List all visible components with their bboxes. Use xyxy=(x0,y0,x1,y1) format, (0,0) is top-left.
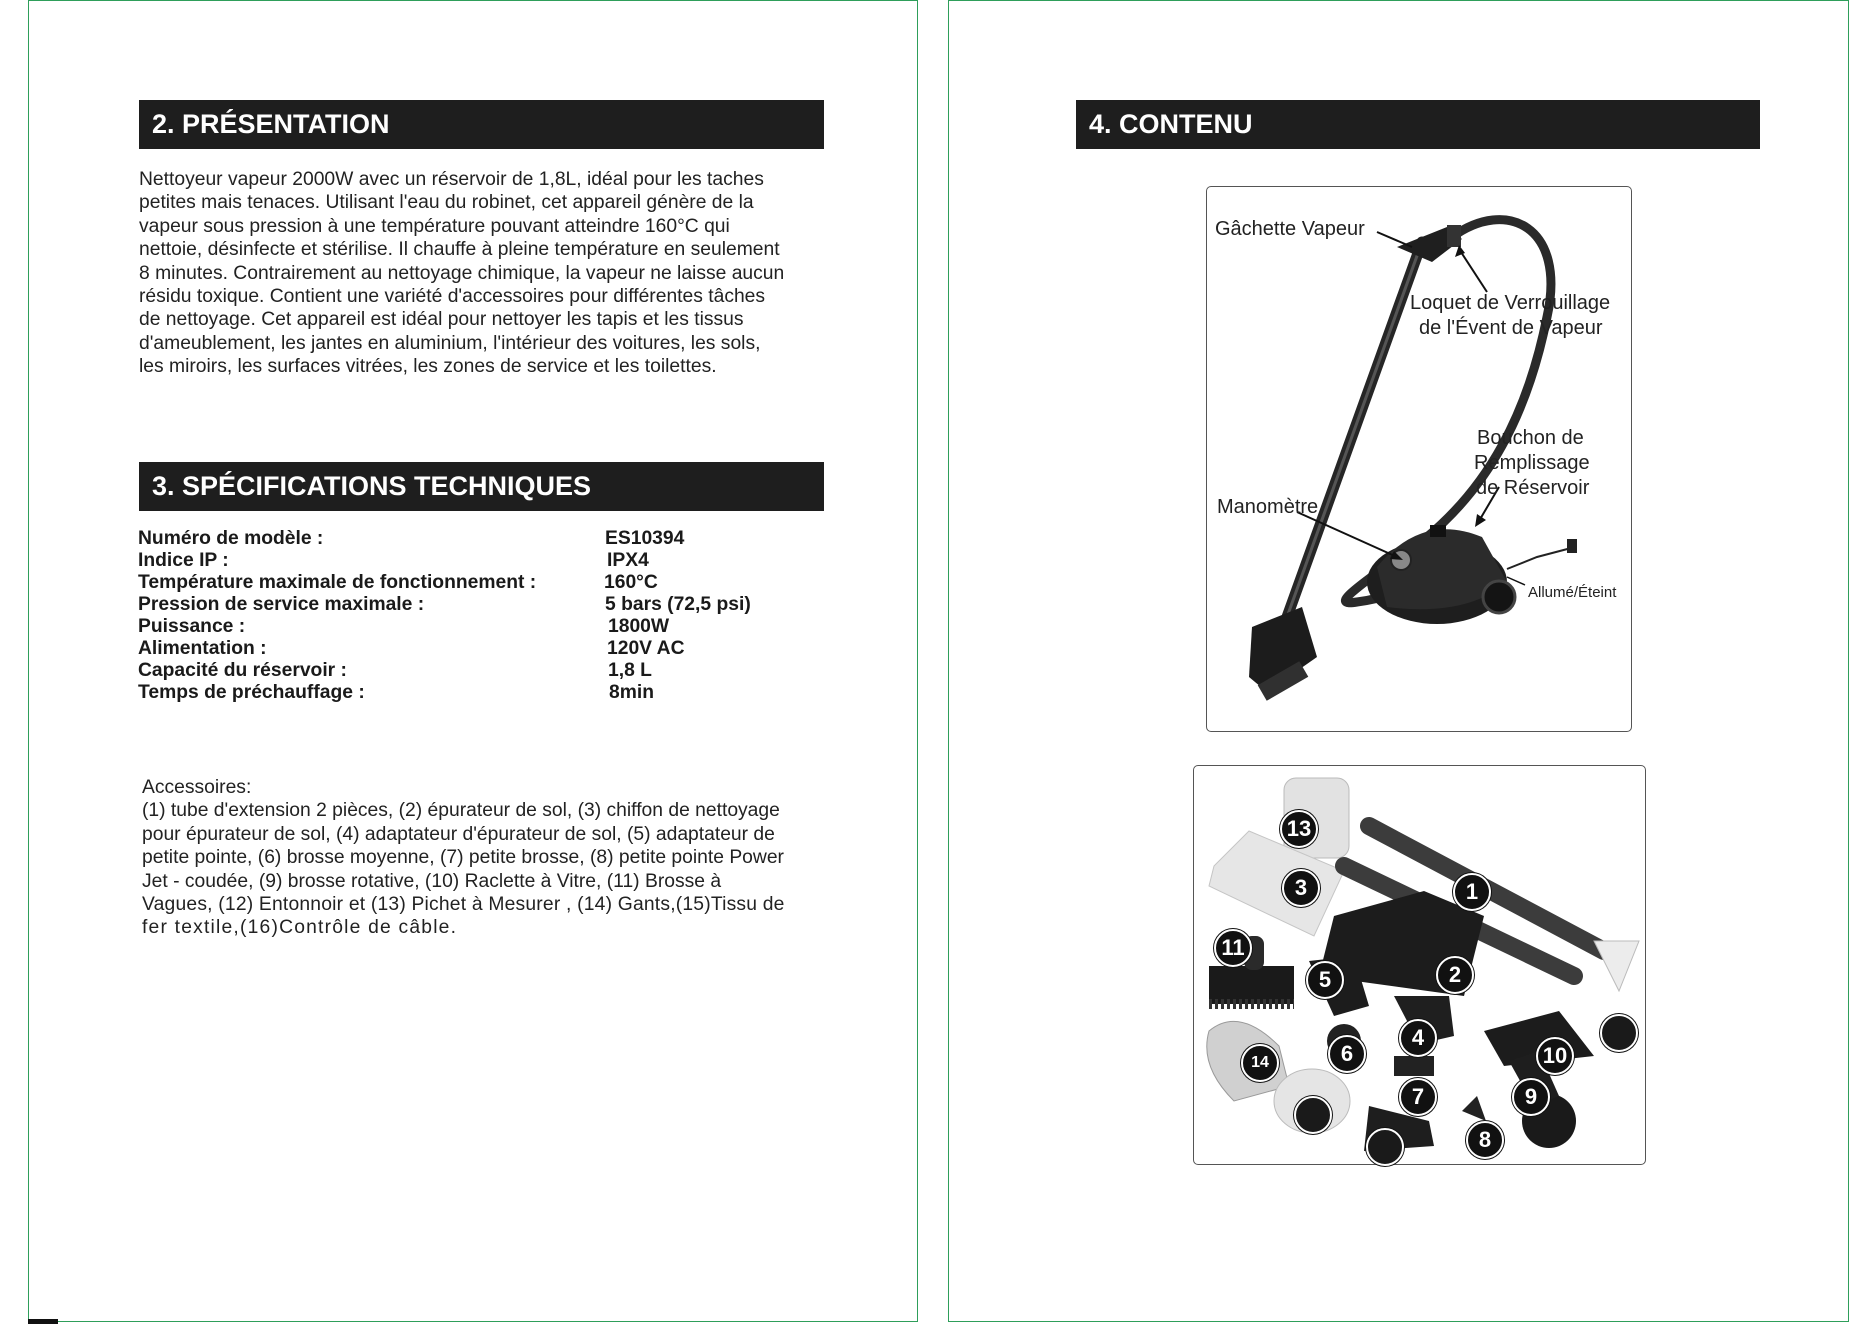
spec-value: ES10394 xyxy=(605,528,685,549)
steam-cleaner-figure xyxy=(1206,186,1632,732)
spec-row xyxy=(138,594,838,616)
spec-label: Capacité du réservoir : xyxy=(138,660,347,681)
spec-label: Pression de service maximale : xyxy=(138,594,425,615)
accessories-line: Vagues, (12) Entonnoir et (13) Pichet à Mesurer , (14) Gants,(15)Tissu de xyxy=(142,894,785,916)
presentation-text xyxy=(139,168,839,379)
page-footer-mark xyxy=(28,1319,58,1324)
accessory-badge: 5 xyxy=(1306,961,1344,999)
presentation-heading: 2. PRÉSENTATION xyxy=(139,100,824,149)
spec-row xyxy=(138,528,838,550)
spec-value: 5 bars (72,5 psi) xyxy=(605,594,751,615)
accessories-line: pour épurateur de sol, (4) adaptateur d'épurateur de sol, (5) adaptateur de xyxy=(142,823,775,845)
presentation-line: de nettoyage. Cet appareil est idéal pour nettoyer les tapis et les tissus xyxy=(139,309,744,331)
accessories-line: (1) tube d'extension 2 pièces, (2) épurateur de sol, (3) chiffon de nettoyage xyxy=(142,800,780,822)
spec-label: Numéro de modèle : xyxy=(138,528,324,549)
accessories-line: Jet - coudée, (9) brosse rotative, (10) Raclette à Vitre, (11) Brosse à xyxy=(142,870,722,892)
accessory-badge: 10 xyxy=(1536,1037,1574,1075)
accessories-line: fer textile,(16)Contrôle de câble. xyxy=(142,917,458,939)
spec-row xyxy=(138,638,838,660)
presentation-line: Nettoyeur vapeur 2000W avec un réservoir de 1,8L, idéal pour les taches xyxy=(139,169,764,190)
presentation-line: d'ameublement, les jantes en aluminium, l'intérieur des voitures, les sols, xyxy=(139,332,761,354)
accessories-title: Accessoires: xyxy=(142,777,252,798)
callout-gauge: Manomètre xyxy=(1217,496,1319,518)
accessory-badge: 7 xyxy=(1399,1078,1437,1116)
spec-row xyxy=(138,660,838,682)
spec-row xyxy=(138,550,838,572)
accessory-badge: 9 xyxy=(1512,1078,1550,1116)
spec-value: IPX4 xyxy=(607,550,649,571)
accessory-badge: 11 xyxy=(1214,929,1252,967)
callout-lock-line1: Loquet de Verrouillage xyxy=(1410,292,1611,314)
presentation-line: nettoie, désinfecte et stérilise. Il chauffe à pleine température en seulement xyxy=(139,239,780,261)
spec-row xyxy=(138,682,838,704)
accessory-badge-unnumbered xyxy=(1366,1128,1404,1166)
presentation-line: les miroirs, les surfaces vitrées, les zones de service et les toilettes. xyxy=(139,356,717,378)
accessory-badge-unnumbered xyxy=(1600,1014,1638,1052)
specifications-heading: 3. SPÉCIFICATIONS TECHNIQUES xyxy=(139,462,824,511)
accessory-badge: 1 xyxy=(1453,873,1491,911)
spec-label: Indice IP : xyxy=(138,550,229,571)
presentation-line: petites mais tenaces. Utilisant l'eau du robinet, cet appareil génère de la xyxy=(139,192,754,214)
spec-value: 1,8 L xyxy=(608,660,652,681)
spec-label: Alimentation : xyxy=(138,638,267,659)
callout-trigger: Gâchette Vapeur xyxy=(1215,218,1365,240)
spec-value: 1800W xyxy=(608,616,670,637)
accessory-badge: 4 xyxy=(1399,1019,1437,1057)
callout-lock-line2: de l'Évent de Vapeur xyxy=(1419,317,1603,339)
spec-label: Puissance : xyxy=(138,616,246,637)
callout-power: Allumé/Éteint xyxy=(1528,584,1617,601)
spec-value: 8min xyxy=(609,682,655,703)
accessory-badge: 8 xyxy=(1466,1121,1504,1159)
callout-cap-line2: Remplissage xyxy=(1474,452,1590,474)
contents-heading: 4. CONTENU xyxy=(1076,100,1760,149)
accessory-badge-unnumbered xyxy=(1294,1096,1332,1134)
spec-label: Température maximale de fonctionnement : xyxy=(138,572,537,593)
presentation-line: vapeur sous pression à une température pouvant atteindre 160°C qui xyxy=(139,215,730,237)
accessories-figure xyxy=(1193,765,1646,1165)
accessories-text xyxy=(142,776,842,940)
spec-row xyxy=(138,616,838,638)
spec-value: 120V AC xyxy=(607,638,685,659)
presentation-line: résidu toxique. Contient une variété d'accessoires pour différentes tâches xyxy=(139,286,766,308)
accessory-badge: 3 xyxy=(1282,869,1320,907)
spec-label: Temps de préchauffage : xyxy=(138,682,365,703)
accessory-badge: 14 xyxy=(1241,1044,1279,1082)
accessory-badge: 2 xyxy=(1436,956,1474,994)
accessory-badge: 13 xyxy=(1280,810,1318,848)
presentation-line: 8 minutes. Contrairement au nettoyage chimique, la vapeur ne laisse aucun xyxy=(139,262,785,284)
callout-cap-line3: de Réservoir xyxy=(1476,477,1590,499)
spec-row xyxy=(138,572,838,594)
callout-cap-line1: Bouchon de xyxy=(1477,427,1584,449)
accessories-line: petite pointe, (6) brosse moyenne, (7) petite brosse, (8) petite pointe Power xyxy=(142,847,784,869)
spec-value: 160°C xyxy=(604,572,658,593)
accessory-badge: 6 xyxy=(1328,1035,1366,1073)
